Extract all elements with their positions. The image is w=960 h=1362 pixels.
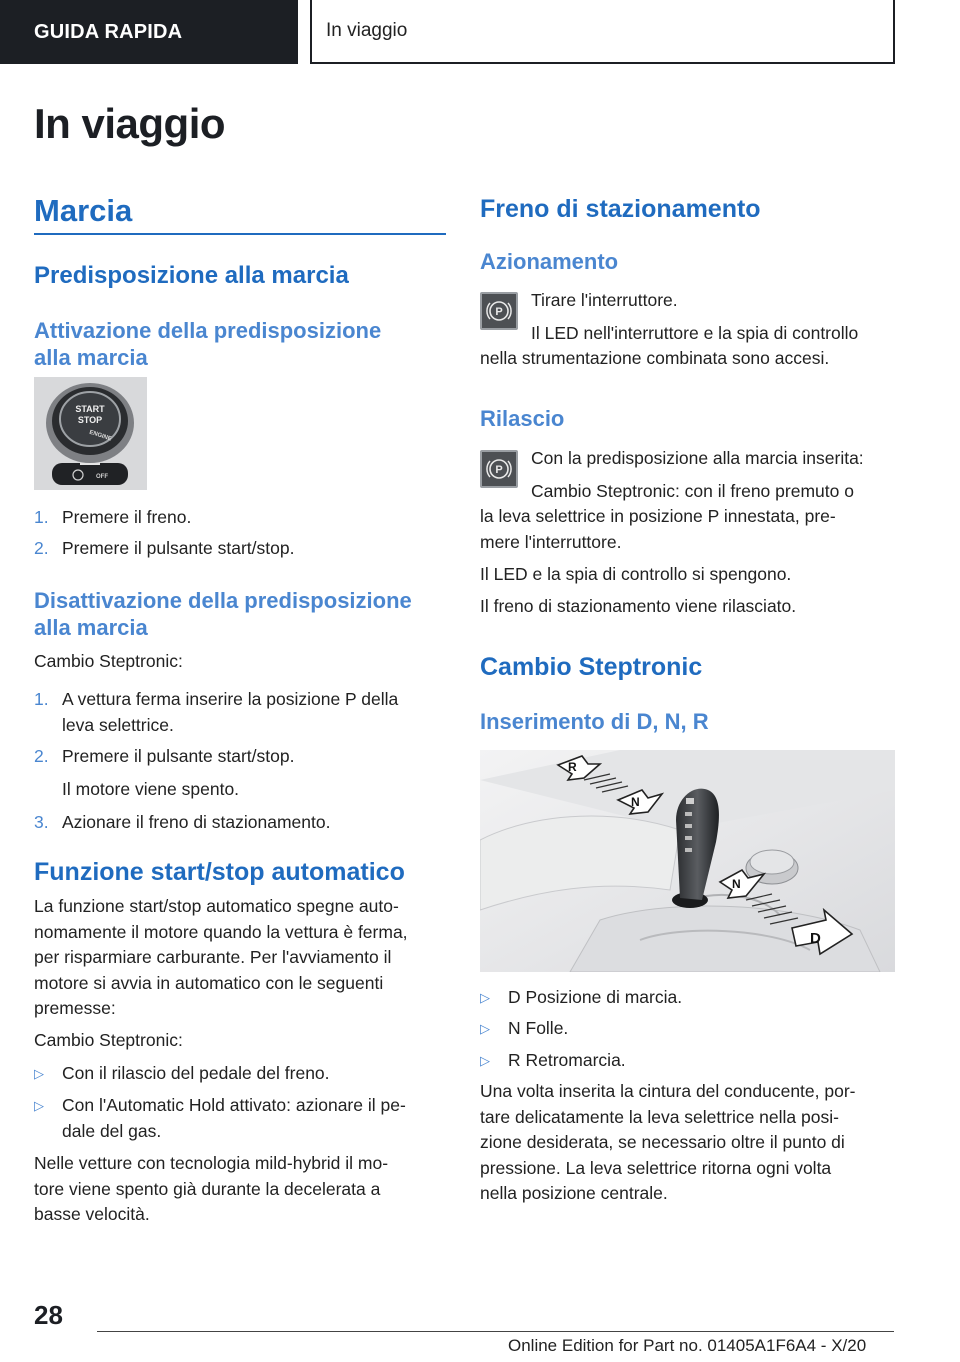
list-item: ▷ Con l'Automatic Hold attivato: azionare il pe- dale del gas. (34, 1095, 406, 1141)
page-title: In viaggio (34, 100, 226, 147)
closing-paragraph: Una volta inserita la cintura del conducente, por- tare delicatamente la leva selettrice nella posi- zione desiderata, se necessario oltre il punto di pressione. La leva selettrice ritorna ogni volta nella posizione centrale. (480, 1081, 856, 1203)
hybrid-paragraph: Nelle vetture con tecnologia mild-hybrid il mo- tore viene spento già durante la decelerata a basse velocità. (34, 1153, 389, 1224)
azionamento-text: Il LED nell'interruttore e la spia di controllo (531, 323, 859, 343)
start-text: START (75, 404, 105, 414)
heading-predisposizione: Predisposizione alla marcia (34, 262, 349, 289)
section-tab: GUIDA RAPIDA (0, 0, 298, 64)
startstop-paragraph: La funzione start/stop automatico spegne auto- nomamente il motore quando la vettura è ferma, per risparmiare carburante. Per l'avviamento il motore si avvia in automatico con le seguenti premesse: (34, 896, 408, 1018)
list-item: ▷ Con il rilascio del pedale del freno. (34, 1061, 446, 1087)
list-item: 1. A vettura ferma inserire la posizione P della leva selettrice. (34, 689, 399, 735)
heading-inserimento: Inserimento di D, N, R (480, 709, 709, 734)
triangle-bullet-icon: ▷ (480, 1021, 490, 1036)
gear-letter-d: D (810, 930, 821, 947)
stop-text: STOP (77, 415, 103, 425)
triangle-bullet-icon: ▷ (34, 1066, 44, 1081)
azionamento-text: Tirare l'interruttore. (531, 290, 678, 310)
rilascio-text: Cambio Steptronic: con il freno premuto o (531, 481, 854, 501)
off-text: OFF (96, 474, 108, 480)
footer-edition: Online Edition for Part no. 01405A1F6A4 - X/20 (508, 1336, 867, 1355)
list-item: 2. Premere il pulsante start/stop. Il motore viene spento. (34, 746, 295, 799)
section-divider (34, 233, 446, 235)
rilascio-text: Il freno di stazionamento viene rilasciato. (480, 596, 797, 616)
gear-selector-image (480, 750, 895, 972)
svg-text:P: P (495, 464, 503, 476)
engine-text: ENGINE (88, 429, 113, 443)
parking-brake-icon (480, 450, 518, 488)
gear-letter-n-lower: N (732, 877, 741, 891)
footer-divider (97, 1331, 894, 1332)
list-item: ▷ D Posizione di marcia. (480, 985, 682, 1011)
cambio-label: Cambio Steptronic: (34, 1030, 183, 1050)
start-stop-illustration (34, 377, 147, 490)
gear-letter-n: N (631, 795, 640, 809)
cambio-label: Cambio Steptronic: (34, 651, 183, 671)
heading-startstop: Funzione start/stop automatico (34, 858, 405, 886)
parking-brake-icon (480, 292, 518, 330)
list-item: ▷ R Retromarcia. (480, 1048, 626, 1074)
list-item: ▷ N Folle. (480, 1016, 568, 1042)
triangle-bullet-icon: ▷ (480, 990, 490, 1005)
rilascio-text: Con la predisposizione alla marcia inserita: (531, 448, 864, 468)
heading-rilascio: Rilascio (480, 406, 565, 431)
chapter-label: In viaggio (326, 20, 408, 41)
start-stop-button-image (34, 377, 147, 490)
triangle-bullet-icon: ▷ (480, 1053, 490, 1068)
rilascio-text: la leva selettrice in posizione P innestata, pre- mere l'interruttore. (480, 506, 836, 552)
svg-text:P: P (495, 306, 503, 318)
list-item: 2. Premere il pulsante start/stop. (34, 538, 295, 558)
gear-selector-illustration (480, 750, 895, 972)
list-item: 1. Premere il freno. (34, 507, 192, 527)
heading-freno: Freno di stazionamento (480, 195, 761, 223)
azionamento-text: nella strumentazione combinata sono accesi. (480, 348, 830, 368)
gear-letter-r: R (568, 760, 577, 774)
heading-azionamento: Azionamento (480, 249, 619, 274)
heading-disattivazione: Disattivazione della predisposizione alla marcia (34, 588, 412, 640)
heading-steptronic: Cambio Steptronic (480, 653, 703, 681)
heading-attivazione: Attivazione della predisposizione alla marcia (34, 318, 382, 370)
list-item: 3. Azionare il freno di stazionamento. (34, 812, 331, 832)
chapter-tab (310, 0, 895, 64)
rilascio-text: Il LED e la spia di controllo si spengono. (480, 564, 792, 584)
heading-marcia: Marcia (34, 193, 133, 228)
triangle-bullet-icon: ▷ (34, 1098, 44, 1113)
page-number: 28 (34, 1300, 63, 1330)
